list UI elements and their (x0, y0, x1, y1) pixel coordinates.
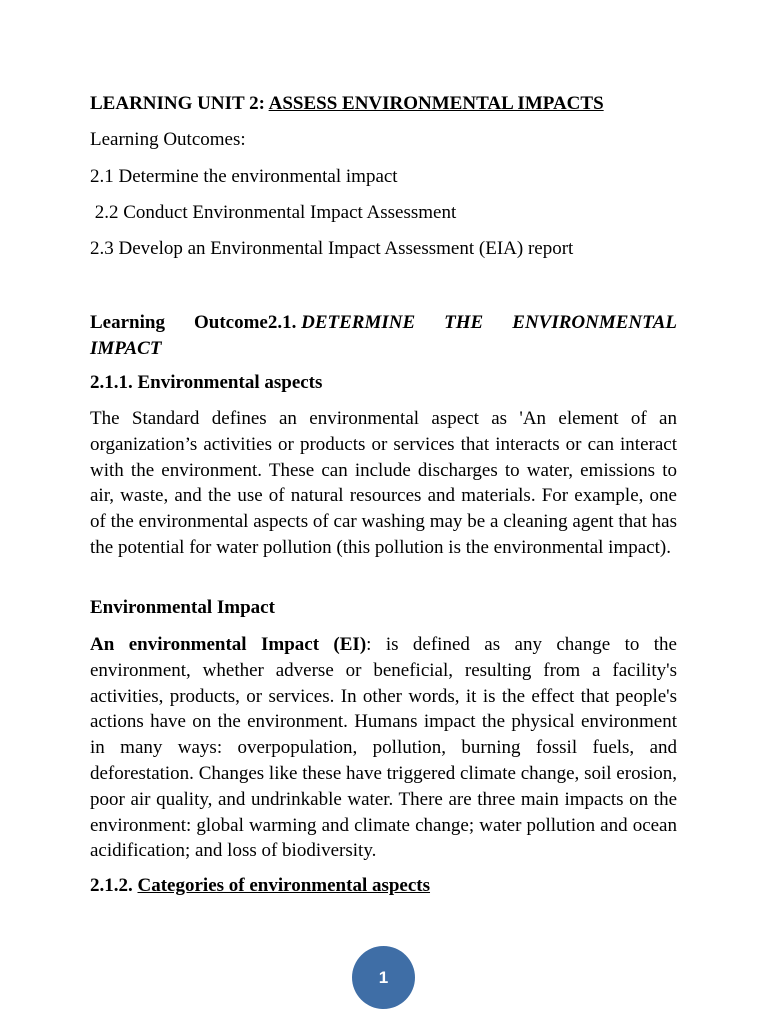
environmental-impact-paragraph (90, 632, 677, 864)
lo-label-word: Learning (90, 312, 165, 333)
section-title: Categories of environmental aspects (137, 875, 431, 896)
unit-prefix: LEARNING UNIT 2: (90, 93, 269, 114)
unit-title: ASSESS ENVIRONMENTAL IMPACTS (268, 93, 604, 114)
section-heading-2-1-1: 2.1.1. Environmental aspects (90, 372, 323, 393)
ei-definition: : is defined as any change to the environment, whether adverse or beneficial, resulting from a facility's activities, products, or services. In other words, it is the effect that people's actions have on the environment. Humans impact the physical environment in many ways: overpopulation, pollution, burning fossil fuels, and deforestation. Changes like these have triggered climate change, soil erosion, poor air quality, and undrinkable water. There are three main impacts on the environment: global warming and climate change; water pollution and ocean acidification; and loss of biodiversity. (90, 634, 677, 862)
lo-title-word: DETERMINE (301, 312, 416, 333)
environmental-impact-heading: Environmental Impact (90, 597, 275, 618)
outcome-item: 2.1 Determine the environmental impact (90, 166, 398, 187)
section-heading-2-1-2 (90, 875, 677, 897)
lo-title-word: ENVIRONMENTAL (512, 312, 677, 333)
lo-label-number: Outcome2.1. (193, 312, 297, 333)
outcome-item: 2.2 Conduct Environmental Impact Assessment (90, 202, 457, 223)
outcomes-heading: Learning Outcomes: (90, 129, 246, 150)
lo-title-word: THE (444, 312, 484, 333)
outcome-item: 2.3 Develop an Environmental Impact Assessment (EIA) report (90, 238, 574, 259)
page-number-badge (352, 946, 415, 1009)
section-number: 2.1.2. (90, 875, 138, 896)
unit-heading (90, 93, 677, 115)
lo-title-word: IMPACT (90, 338, 162, 359)
page-number: 1 (378, 967, 389, 987)
learning-outcome-title (90, 310, 677, 362)
environmental-aspects-paragraph: The Standard defines an environmental aspect as 'An element of an organization’s activities or products or services that interacts or can interact with the environment. These can include discharges to water, emissions to air, waste, and the use of natural resources and materials. For example, one of the environmental aspects of car washing may be a cleaning agent that has the potential for water pollution (this pollution is the environmental impact). (90, 408, 677, 558)
ei-term: An environmental Impact (EI) (90, 634, 367, 655)
